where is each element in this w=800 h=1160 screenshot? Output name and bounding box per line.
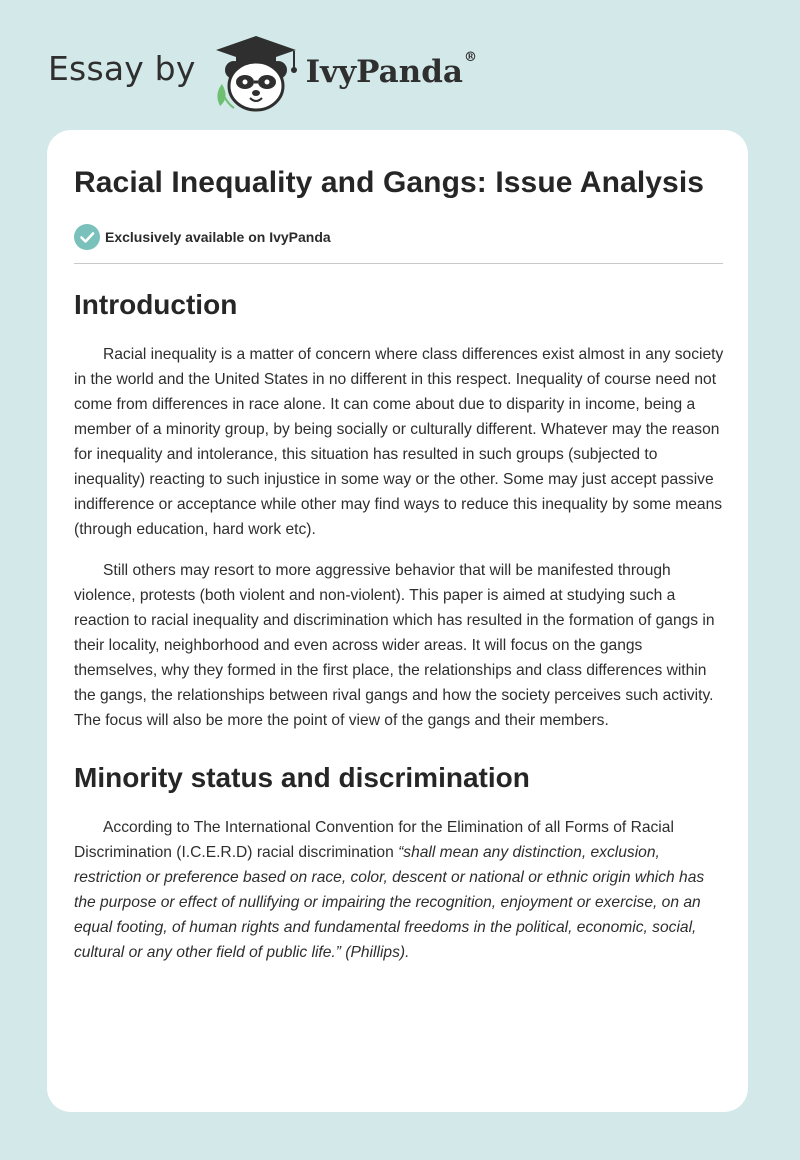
paragraph-text: According to The International Convention for the Elimination of all Forms of Racial Discrimination (I.C.E.R.D) racial discrimination: [74, 819, 674, 861]
quote-text: “shall mean any distinction, exclusion, restriction or preference based on race, color, descent or national or ethnic origin which has the purpose or effect of nullifying or impairing the recognition, enjoyment or exercise, on an equal footing, of human rights and fundamental freedoms in the political, economic, social, cultural or any other field of public life.” (Phillips).: [74, 844, 705, 961]
checkmark-circle-icon: [74, 224, 100, 250]
section-heading-minority-status: Minority status and discrimination: [74, 762, 530, 793]
paragraph-with-quote: [74, 815, 725, 965]
page-title: Racial Inequality and Gangs: Issue Analysis: [74, 166, 705, 199]
brand-header: [48, 34, 477, 114]
panda-graduate-icon[interactable]: [210, 34, 302, 114]
brand-name[interactable]: IvyPanda®: [305, 50, 477, 90]
paragraph: Still others may resort to more aggressive behavior that will be manifested through violence, protests (both violent and non-violent). This paper is aimed at studying such a reaction to racial inequality and discrimination which has resulted in the formation of gangs in their locality, neighborhood and even across wider areas. It will focus on the gangs themselves, why they formed in the first place, the relationships and class differences within the gangs, the relationships between rival gangs and how the society perceives such activity. The focus will also be more the point of view of the gangs and their members.: [74, 562, 715, 729]
section-heading-introduction: Introduction: [74, 289, 238, 320]
essay-content: [74, 162, 725, 981]
exclusive-badge: [74, 224, 725, 250]
brand-prefix: Essay by: [48, 48, 196, 88]
paragraph: Racial inequality is a matter of concern where class differences exist almost in any society in the world and the United States in no different in this respect. Inequality of course need not come from differences in race alone. It can come about due to disparity in income, being a member of a minority group, by being socially or culturally different. Whatever may the reason for inequality and intolerance, this situation has resulted in such groups (subjected to inequality) reacting to such injustice in some way or the other. Some may just accept passive indifference or acceptance while other may find ways to reduce this inequality by some means (through education, hard work etc).: [74, 346, 724, 538]
divider: [74, 263, 723, 264]
essay-card: [47, 130, 748, 1112]
badge-label: Exclusively available on IvyPanda: [105, 229, 331, 245]
